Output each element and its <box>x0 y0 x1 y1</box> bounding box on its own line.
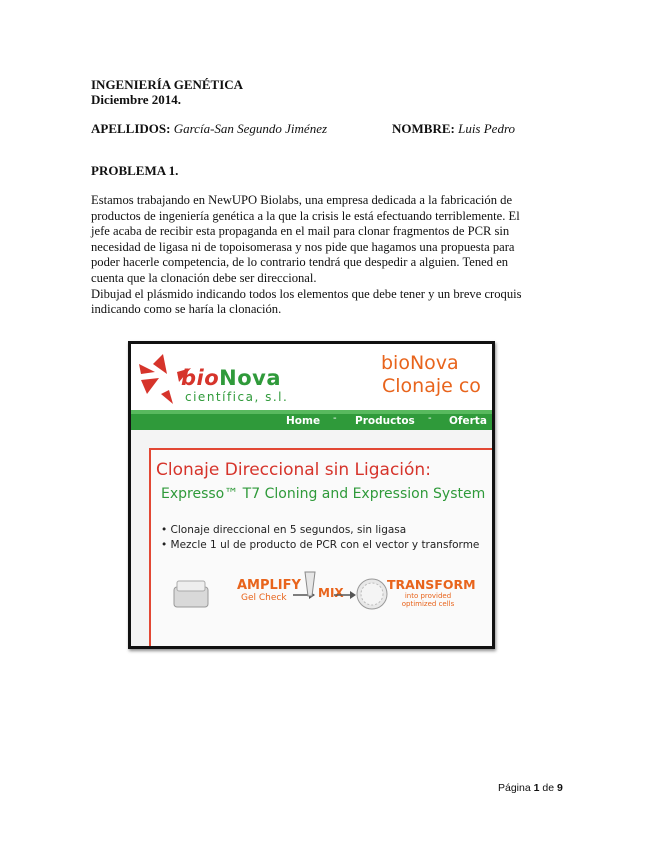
problem-paragraph-2: Dibujad el plásmido indicando todos los elementos que debe tener y un breve croquis indicando como se haría la clonación. <box>91 286 522 317</box>
step-amplify: AMPLIFY <box>237 578 301 593</box>
student-info-row <box>91 121 571 137</box>
exam-date: Diciembre 2014. <box>91 92 182 107</box>
nav-item-home: Home <box>286 415 321 427</box>
ad-bullet-1: • Clonaje direccional en 5 segundos, sin ligasa <box>161 524 407 536</box>
bionova-logo-wordmark: bioNova <box>181 366 282 390</box>
step-transform: TRANSFORM <box>387 577 476 592</box>
step-mix: MIX <box>318 586 344 600</box>
ad-title: Clonaje Direccional sin Ligación: <box>156 460 431 480</box>
brand-heading-line2: Clonaje co <box>382 375 481 397</box>
nav-item-productos: Productos <box>355 415 415 427</box>
problem-paragraph-1: Estamos trabajando en NewUPO Biolabs, una empresa dedicada a la fabricación de productos de ingeniería genética a la que la crisis le está efectuando terriblemente. El jefe acaba de recibir esta propaganda en el mail para clonar fragmentos de PCR sin necesidad de ligasa ni de topoisomerasa y nos pide que hagamos una propuesta para poder hacerle competencia, de lo contrario tendrá que despedir a alguien. Tened en cuenta que la clonación debe ser direccional. <box>91 193 520 285</box>
problem-title: PROBLEMA 1. <box>91 163 179 178</box>
brand-heading-line1: bioNova <box>381 352 459 374</box>
ad-subtitle: Expresso™ T7 Cloning and Expression System <box>161 486 486 502</box>
nav-separator: - <box>428 413 432 424</box>
bionova-header <box>131 344 492 410</box>
ad-content <box>131 430 492 649</box>
problem-statement <box>91 193 533 318</box>
bionova-logo-subtitle: científica, s.l. <box>185 390 289 404</box>
step-amplify-sub: Gel Check <box>241 593 287 603</box>
nav-separator: - <box>333 413 337 424</box>
ad-bullet-2: • Mezcle 1 ul de producto de PCR con el vector y transforme <box>161 539 480 551</box>
bionova-advertisement-image <box>128 341 495 649</box>
name-label: NOMBRE: <box>392 121 455 136</box>
petri-dish-icon <box>355 577 389 611</box>
name-value: Luis Pedro <box>458 121 516 136</box>
surname-label: APELLIDOS: <box>91 121 171 136</box>
tube-icon <box>301 568 319 600</box>
arrow-right-icon <box>334 590 356 600</box>
page-number: Página 1 de 9 <box>498 782 563 794</box>
pcr-machine-icon <box>171 577 215 611</box>
surname-value: García-San Segundo Jiménez <box>173 121 328 136</box>
nav-bar <box>131 410 492 430</box>
step-transform-sub: into provided optimized cells <box>401 592 455 608</box>
nav-item-oferta: Oferta <box>449 415 487 427</box>
course-title: INGENIERÍA GENÉTICA <box>91 77 244 92</box>
